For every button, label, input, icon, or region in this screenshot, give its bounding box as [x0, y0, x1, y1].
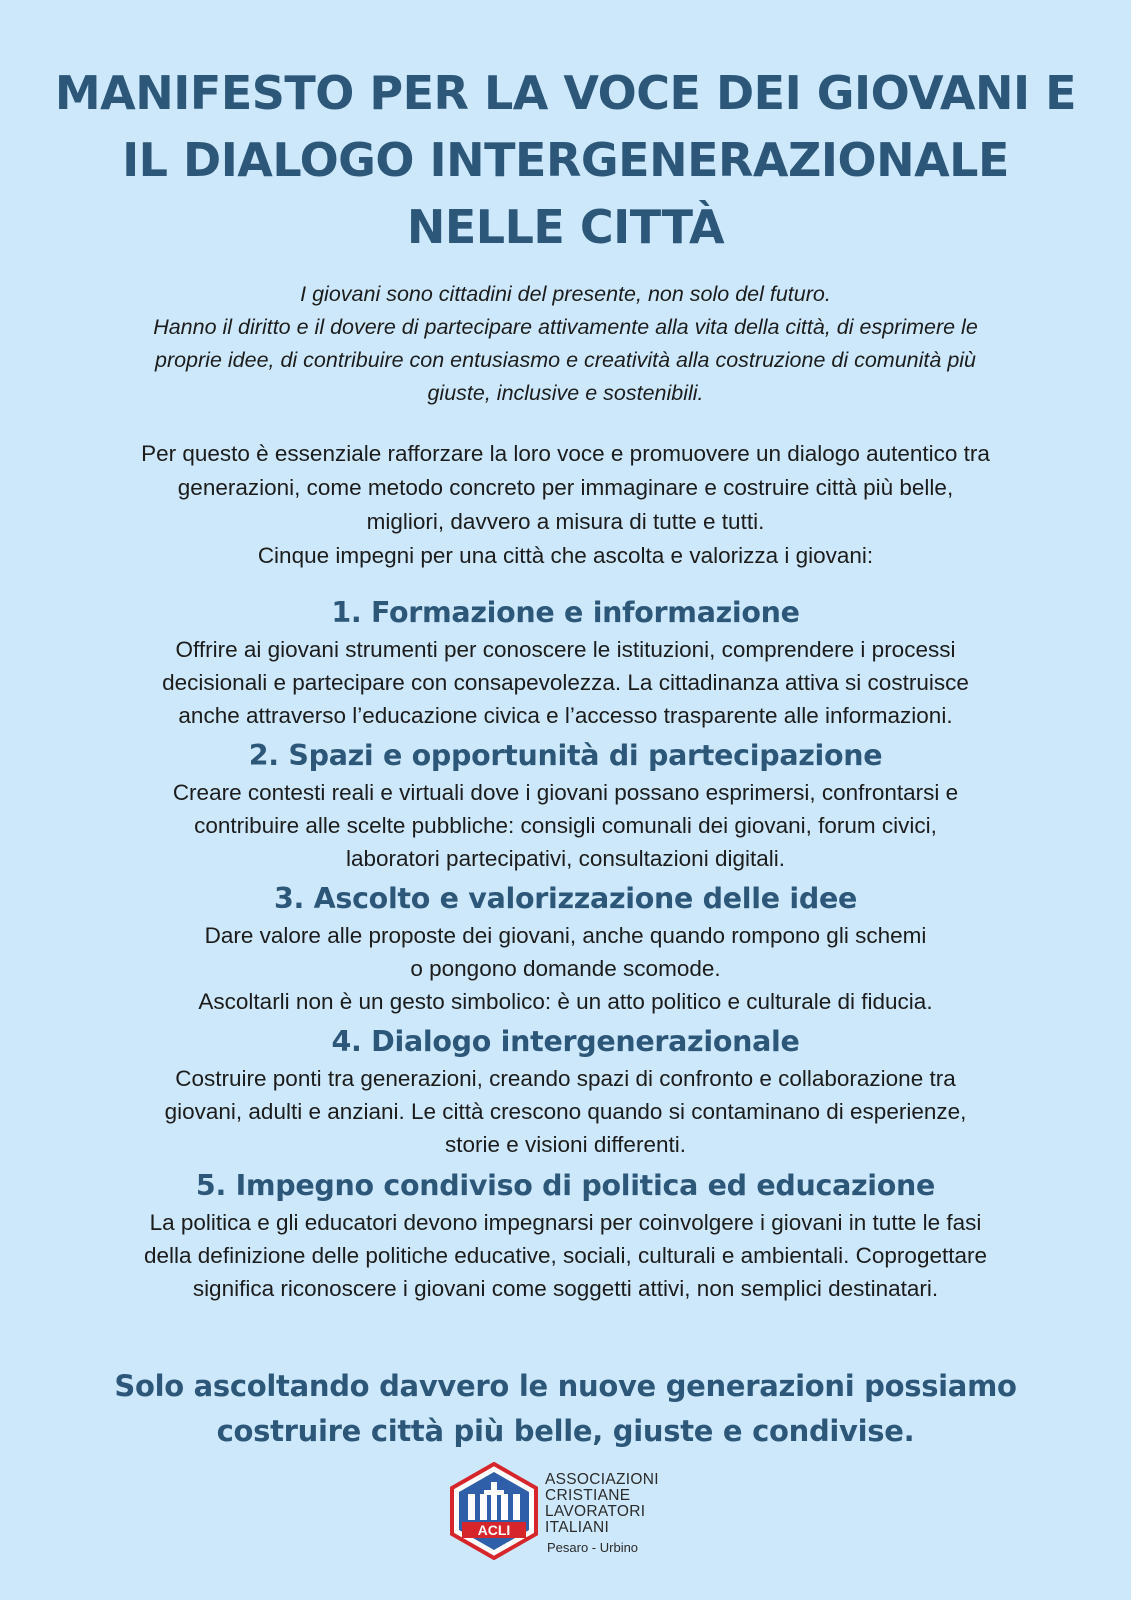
- logo-name-line: ASSOCIAZIONI: [545, 1471, 659, 1488]
- section-description: [60, 1062, 1071, 1161]
- closing-line: costruire città più belle, giuste e condivise.: [216, 1414, 915, 1448]
- intro-line: I giovani sono cittadini del presente, non solo del futuro.: [300, 282, 831, 306]
- section-line: Creare contesti reali e virtuali dove i giovani possano esprimersi, confrontarsi e: [172, 780, 959, 805]
- section-line: Ascoltarli non è un gesto simbolico: è un atto politico e culturale di fiducia.: [198, 989, 933, 1014]
- section-description: [60, 919, 1071, 1018]
- body-line: Cinque impegni per una città che ascolta e valorizza i giovani:: [257, 543, 874, 568]
- body-line: Per questo è essenziale rafforzare la loro voce e promuovere un dialogo autentico tra: [141, 441, 990, 466]
- commitment-section: [60, 593, 1071, 732]
- section-line: Offrire ai giovani strumenti per conoscere le istituzioni, comprendere i processi: [175, 637, 956, 662]
- closing-line: Solo ascoltando davvero le nuove generazioni possiamo: [114, 1369, 1017, 1403]
- section-line: Dare valore alle proposte dei giovani, anche quando rompono gli schemi: [204, 923, 927, 948]
- logo-name-line: CRISTIANE: [545, 1487, 631, 1504]
- section-line: significa riconoscere i giovani come soggetti attivi, non semplici destinatari.: [192, 1276, 939, 1301]
- acli-hexagon-logo-icon: [450, 1462, 538, 1560]
- logo-subtitle: Pesaro - Urbino: [547, 1540, 639, 1555]
- section-heading: 1. Formazione e informazione: [331, 596, 800, 629]
- title-line: IL DIALOGO INTERGENERAZIONALE: [122, 133, 1009, 187]
- logo-name-line: ITALIANI: [545, 1519, 610, 1536]
- section-heading: 5. Impegno condiviso di politica ed educazione: [195, 1169, 936, 1202]
- section-line: contribuire alle scelte pubbliche: consigli comunali dei giovani, forum civici,: [194, 813, 937, 838]
- commitment-section: [60, 879, 1071, 1018]
- section-line: storie e visioni differenti.: [445, 1132, 686, 1157]
- section-line: La politica e gli educatori devono impegnarsi per coinvolgere i giovani in tutte le fasi: [149, 1210, 982, 1235]
- section-line: o pongono domande scomode.: [410, 956, 721, 981]
- section-line: giovani, adulti e anziani. Le città crescono quando si contaminano di esperienze,: [164, 1099, 967, 1124]
- section-heading: 4. Dialogo intergenerazionale: [331, 1025, 800, 1058]
- intro-line: giuste, inclusive e sostenibili.: [427, 381, 704, 405]
- commitment-section: [60, 1022, 1071, 1161]
- section-description: [60, 776, 1071, 875]
- section-description: [60, 633, 1071, 732]
- title-line: MANIFESTO PER LA VOCE DEI GIOVANI E: [54, 66, 1077, 120]
- section-description: [60, 1206, 1071, 1305]
- intro-paragraph: [60, 278, 1071, 410]
- title-line: NELLE CITTÀ: [406, 200, 725, 254]
- logo-name: [545, 1472, 659, 1536]
- commitment-section: [60, 736, 1071, 875]
- page-title: [40, 60, 1091, 261]
- intro-line: proprie idee, di contribuire con entusiasmo e creatività alla costruzione di comunità più: [154, 348, 977, 372]
- section-heading: 2. Spazi e opportunità di partecipazione: [248, 739, 883, 772]
- logo-name-line: LAVORATORI: [545, 1503, 646, 1520]
- body-paragraph: [60, 437, 1071, 573]
- acli-logo: [450, 1462, 690, 1562]
- section-line: decisionali e partecipare con consapevolezza. La cittadinanza attiva si costruisce: [162, 670, 969, 695]
- closing-statement: [40, 1364, 1091, 1454]
- body-line: generazioni, come metodo concreto per immaginare e costruire città più belle,: [177, 475, 954, 500]
- section-line: anche attraverso l’educazione civica e l’accesso trasparente alle informazioni.: [178, 703, 953, 728]
- commitment-section: [60, 1166, 1071, 1305]
- section-line: laboratori partecipativi, consultazioni digitali.: [346, 846, 785, 871]
- section-line: Costruire ponti tra generazioni, creando spazi di confronto e collaborazione tra: [175, 1066, 956, 1091]
- body-line: migliori, davvero a misura di tutte e tutti.: [366, 509, 765, 534]
- intro-line: Hanno il diritto e il dovere di partecipare attivamente alla vita della città, di esprimere le: [153, 315, 978, 339]
- section-line: della definizione delle politiche educative, sociali, culturali e ambientali. Coprogettare: [144, 1243, 987, 1268]
- logo-acronym: ACLI: [477, 1522, 511, 1538]
- section-heading: 3. Ascolto e valorizzazione delle idee: [273, 882, 858, 915]
